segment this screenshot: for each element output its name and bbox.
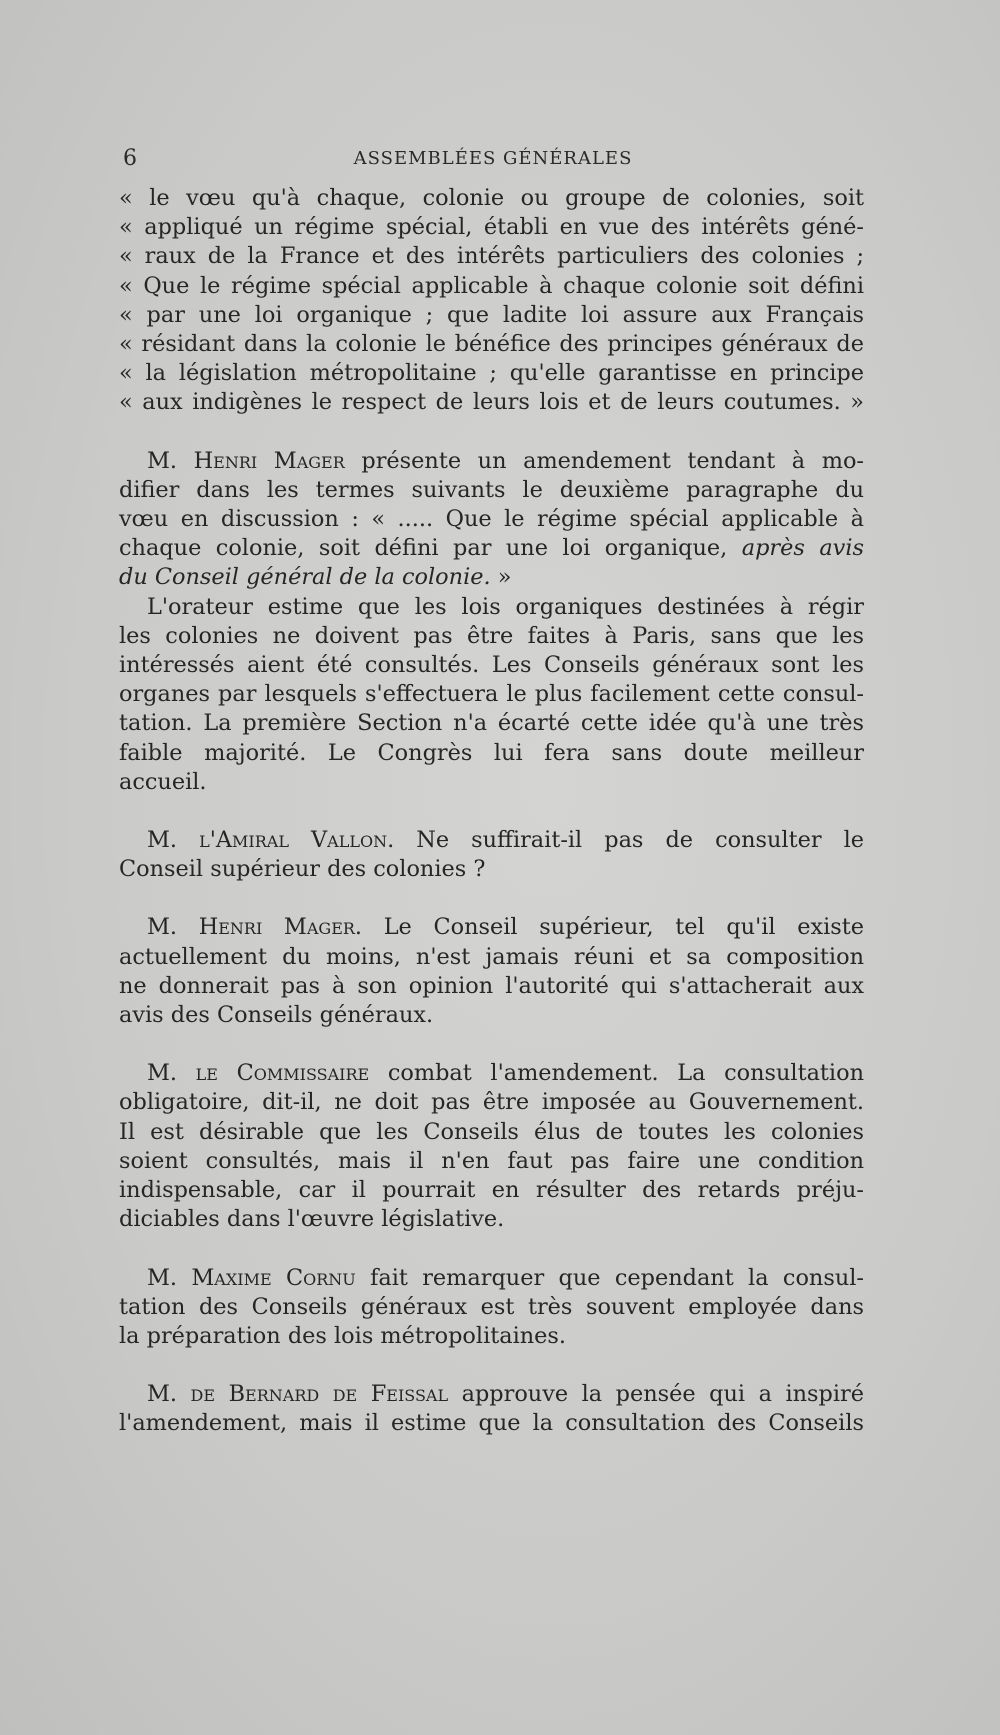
- paragraph-cornu: [119, 1264, 864, 1352]
- text-line: « la législation métropolitaine ; qu'elle garantisse en principe: [119, 360, 864, 387]
- speaker-name: M. le Commissaire: [147, 1060, 370, 1087]
- paragraph-orateur: [119, 593, 864, 797]
- text-line: les colonies ne doivent pas être faites à Paris, sans que les: [119, 622, 864, 649]
- italic-run: du Conseil général de la colonie.: [119, 564, 491, 591]
- text-line: organes par lesquels s'effectuera le plus facilement cette consul-: [119, 681, 864, 708]
- text-line: tation des Conseils généraux est très souvent employée dans: [119, 1293, 864, 1320]
- text-line: tation. La première Section n'a écarté cette idée qu'à une très: [119, 710, 864, 737]
- text-line: la préparation des lois métropolitaines.: [119, 1322, 567, 1349]
- page-number: 6: [123, 146, 137, 171]
- running-head: ASSEMBLÉES GÉNÉRALES: [353, 148, 633, 169]
- text-line: intéressés aient été consultés. Les Conseils généraux sont les: [119, 652, 864, 679]
- text-line: vœu en discussion : « ..... Que le régime spécial applicable à: [119, 506, 864, 533]
- text-run: combat l'amendement. La consultation: [369, 1060, 864, 1087]
- paragraph-mager-reply: [119, 913, 864, 1030]
- text-run: . Ne suffirait-il pas de consulter le: [387, 827, 864, 854]
- text-line: « raux de la France et des intérêts particuliers des colonies ;: [119, 243, 864, 270]
- speaker-name: M. Henri Mager: [147, 914, 355, 941]
- italic-run: après avis: [741, 535, 864, 562]
- text-line: « Que le régime spécial applicable à chaque colonie soit défini: [119, 272, 864, 299]
- text-run: approuve la pensée qui a inspiré: [448, 1381, 864, 1408]
- text-line: [119, 1264, 864, 1293]
- text-line: « le vœu qu'à chaque, colonie ou groupe de colonies, soit: [119, 185, 864, 211]
- text-line: soient consultés, mais il n'en faut pas faire une condition: [119, 1147, 864, 1174]
- text-line: « résidant dans la colonie le bénéfice des principes généraux de: [119, 331, 864, 358]
- text-line: [119, 826, 864, 855]
- text-line: [119, 913, 864, 942]
- text-line: [119, 447, 864, 476]
- text-line: indispensable, car il pourrait en résulter des retards préju-: [119, 1177, 864, 1204]
- text-line: diciables dans l'œuvre législative.: [119, 1206, 505, 1233]
- paragraph-feissal: [119, 1380, 864, 1438]
- text-line: L'orateur estime que les lois organiques destinées à régir: [147, 593, 864, 620]
- text-run: . Le Conseil supérieur, tel qu'il existe: [354, 914, 864, 941]
- text-line: Il est désirable que les Conseils élus de toutes les colonies: [119, 1118, 864, 1145]
- text-line: [119, 1380, 864, 1409]
- text-line: ne donnerait pas à son opinion l'autorité qui s'attacherait aux: [119, 972, 864, 999]
- text-line: [119, 1059, 864, 1088]
- text-run: chaque colonie, soit défini par une loi organique,: [119, 535, 742, 562]
- text-line: obligatoire, dit-il, ne doit pas être imposée au Gouvernement.: [119, 1089, 864, 1116]
- text-line: [119, 563, 864, 592]
- text-run: présente un amendement tendant à mo-: [344, 447, 864, 474]
- speaker-name: M. de Bernard de Feissal: [147, 1381, 449, 1408]
- page-header: [123, 146, 863, 172]
- speaker-name: M. l'Amiral Vallon: [147, 827, 388, 854]
- text-line: « appliqué un régime spécial, établi en vue des intérêts géné-: [119, 214, 864, 241]
- speaker-name: M. Henri Mager: [147, 447, 345, 474]
- text-line: l'amendement, mais il estime que la consultation des Conseils: [119, 1410, 864, 1437]
- text-line: difier dans les termes suivants le deuxième paragraphe du: [119, 476, 864, 503]
- text-line: Conseil supérieur des colonies ?: [119, 856, 486, 883]
- speaker-name: M. Maxime Cornu: [147, 1264, 356, 1291]
- text-line: « par une loi organique ; que ladite loi assure aux Français: [119, 301, 864, 328]
- text-run: »: [490, 564, 512, 591]
- text-line: accueil.: [119, 768, 207, 795]
- text-line: « aux indigènes le respect de leurs lois et de leurs coutumes. »: [119, 389, 864, 416]
- paragraph-vallon: [119, 826, 864, 884]
- paragraph-mager-amendment: [119, 447, 864, 593]
- text-run: fait remarquer que cependant la consul-: [355, 1264, 864, 1291]
- paragraph-commissaire: [119, 1059, 864, 1234]
- text-line: [119, 534, 864, 563]
- quoted-resolution: [119, 184, 864, 418]
- text-line: faible majorité. Le Congrès lui fera sans doute meilleur: [119, 739, 864, 766]
- text-line: avis des Conseils généraux.: [119, 1002, 434, 1029]
- text-line: actuellement du moins, n'est jamais réuni et sa composition: [119, 943, 864, 970]
- body-text: [119, 184, 864, 1439]
